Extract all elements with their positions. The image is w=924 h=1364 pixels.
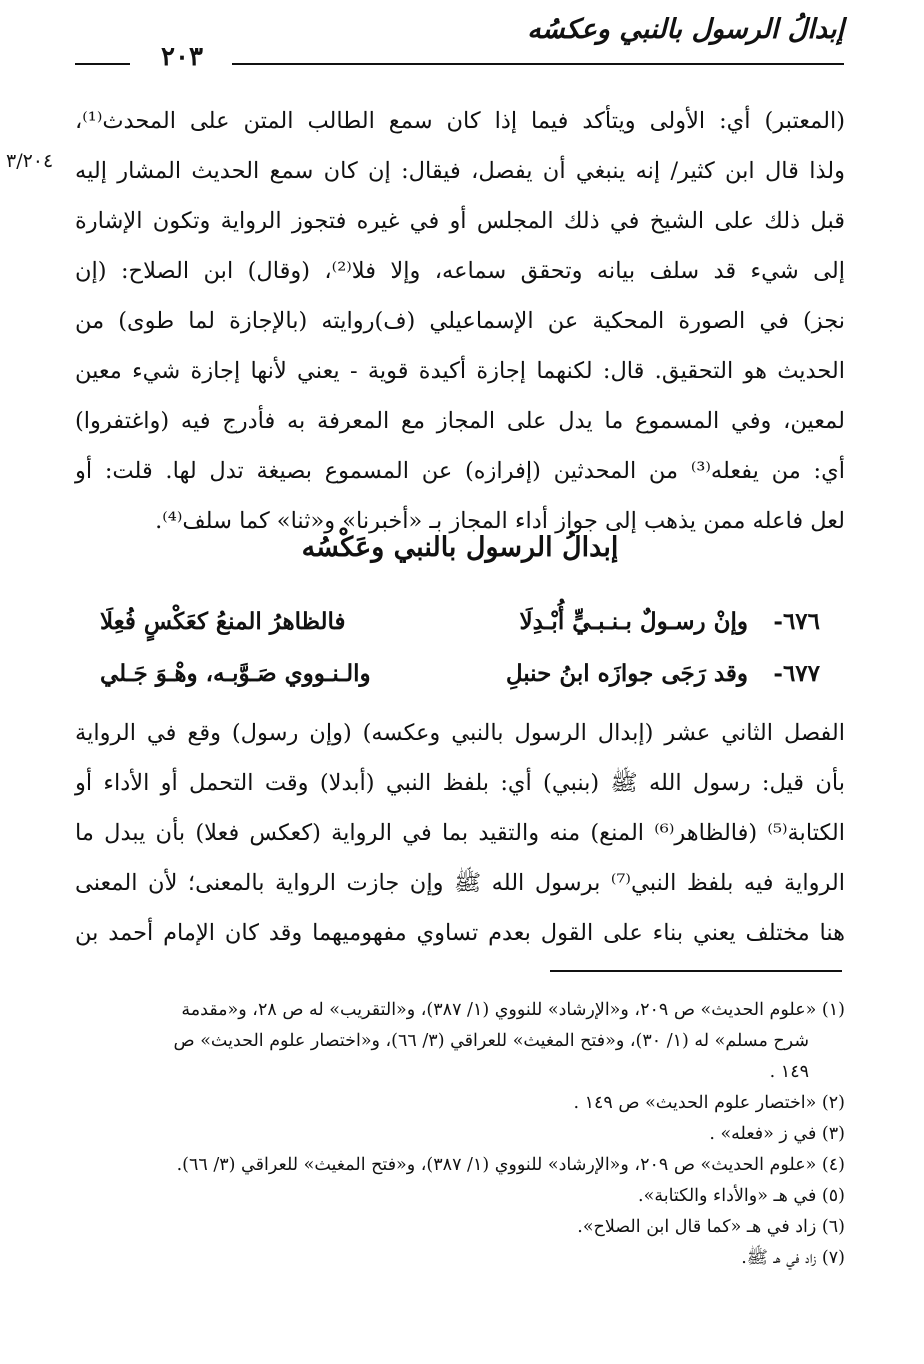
text-line: (المعتبر) أي: الأولى ويتأكد فيما إذا كان سمع الطالب المتن على المحدث⁽¹⁾، <box>75 108 845 134</box>
text-line: ولذا قال ابن كثير/ إنه ينبغي أن يفصل، فيقال: إن كان سمع الحديث المشار إليه <box>75 158 845 184</box>
section-heading: إبدالُ الرسول بالنبي وعَكْسُه <box>301 532 619 563</box>
text-line: الحديث هو التحقيق. قال: لكنهما إجازة أكيدة قوية - يعني لأنها إجازة شيء معين <box>75 358 845 384</box>
footnote-continuation: ١٤٩ . <box>769 1062 809 1082</box>
verse-line <box>100 608 820 650</box>
verse-second-hemistich: والـنـووي صَـوَّبـه، وهْـوَ جَـلي <box>100 660 371 687</box>
verse-second-hemistich: فالظاهرُ المنعُ كعَكْسٍ فُعِلَا <box>100 608 346 635</box>
verse-first-hemistich: وقد رَجَى جوازَه ابنُ حنبلِ <box>505 660 748 687</box>
body-text-bottom <box>75 708 845 958</box>
verse-number: ٦٧٦- <box>773 608 820 635</box>
text-line: لمعين، وفي المسموع ما يدل على المجاز مع المعرفة به فأدرج فيه (واغتفروا) <box>75 408 845 434</box>
text-line: بأن قيل: رسول الله ﷺ (بنبي) أي: بلفظ النبي (أبدلا) وقت التحمل أو الأداء أو <box>75 770 845 796</box>
text-line: إلى شيء قد سلف بيانه وتحقق سماعه، وإلا فلا⁽²⁾، (وقال) ابن الصلاح: (إن <box>75 258 846 284</box>
margin-reference: ٣/٢٠٤ <box>6 150 54 172</box>
text-line: نجز) في الصورة المحكية عن الإسماعيلي (ف)روايته (بالإجازة لما طوى) من <box>75 308 845 334</box>
footnote: (٣) في ز «فعله» . <box>709 1124 845 1144</box>
verse-line <box>100 660 820 702</box>
footnote: (٤) «علوم الحديث» ص ٢٠٩، و«الإرشاد» للنووي (١/ ٣٨٧)، و«فتح المغيث» للعراقي (٣/ ٦٦). <box>176 1155 845 1175</box>
page-number: ٢٠٣ <box>161 42 203 72</box>
header-rule-left <box>75 63 130 65</box>
text-line: الكتابة⁽⁵⁾ (فالظاهر⁽⁶⁾ المنع) منه والتقيد بما في الرواية (كعكس فعلا) بأن يبدل ما <box>75 820 845 846</box>
text-line: قبل ذلك على الشيخ في ذلك المجلس أو في غيره فتجوز الرواية وتكون الإشارة <box>75 208 845 234</box>
text-line: لعل فاعله ممن يذهب إلى جواز أداء المجاز بـ «أخبرنا» و«ثنا» كما سلف⁽⁴⁾. <box>155 508 845 534</box>
header-rule-right <box>232 63 844 65</box>
footnote: (٦) زاد في هـ «كما قال ابن الصلاح». <box>577 1217 845 1237</box>
footnote: (٥) في هـ «والأداء والكتابة». <box>638 1186 845 1206</box>
footnote: (٧) زاد في هـ ﷺ. <box>741 1248 845 1268</box>
text-line: هنا مختلف يعني بناء على القول بعدم تساوي مفهوميهما وقد كان الإمام أحمد بن <box>75 920 845 946</box>
footnote-continuation: شرح مسلم» له (١/ ٣٠)، و«فتح المغيث» للعراقي (٣/ ٦٦)، و«اختصار علوم الحديث» ص <box>173 1031 809 1051</box>
running-title: إبدالُ الرسول بالنبي وعكسُه <box>527 14 844 45</box>
body-text-top <box>75 96 845 546</box>
verse-first-hemistich: وإنْ رسـولٌ بـنـبـيٍّ أُبْـدِلَا <box>519 608 748 635</box>
footnote: (١) «علوم الحديث» ص ٢٠٩، و«الإرشاد» للنووي (١/ ٣٨٧)، و«التقريب» له ص ٢٨، و«مقدمة <box>181 1000 845 1020</box>
text-line: أي: من يفعله⁽³⁾ من المحدثين (إفرازه) عن المسموع بصيغة تدل لها. قلت: أو <box>75 458 845 484</box>
text-line: الفصل الثاني عشر (إبدال الرسول بالنبي وعكسه) (وإن رسول) وقع في الرواية <box>75 720 845 746</box>
footnotes <box>75 995 845 1274</box>
verse-number: ٦٧٧- <box>773 660 820 687</box>
text-line: الرواية فيه بلفظ النبي⁽⁷⁾ برسول الله ﷺ وإن جازت الرواية بالمعنى؛ لأن المعنى <box>75 870 845 896</box>
footnote-separator <box>550 970 842 972</box>
footnote: (٢) «اختصار علوم الحديث» ص ١٤٩ . <box>573 1093 845 1113</box>
